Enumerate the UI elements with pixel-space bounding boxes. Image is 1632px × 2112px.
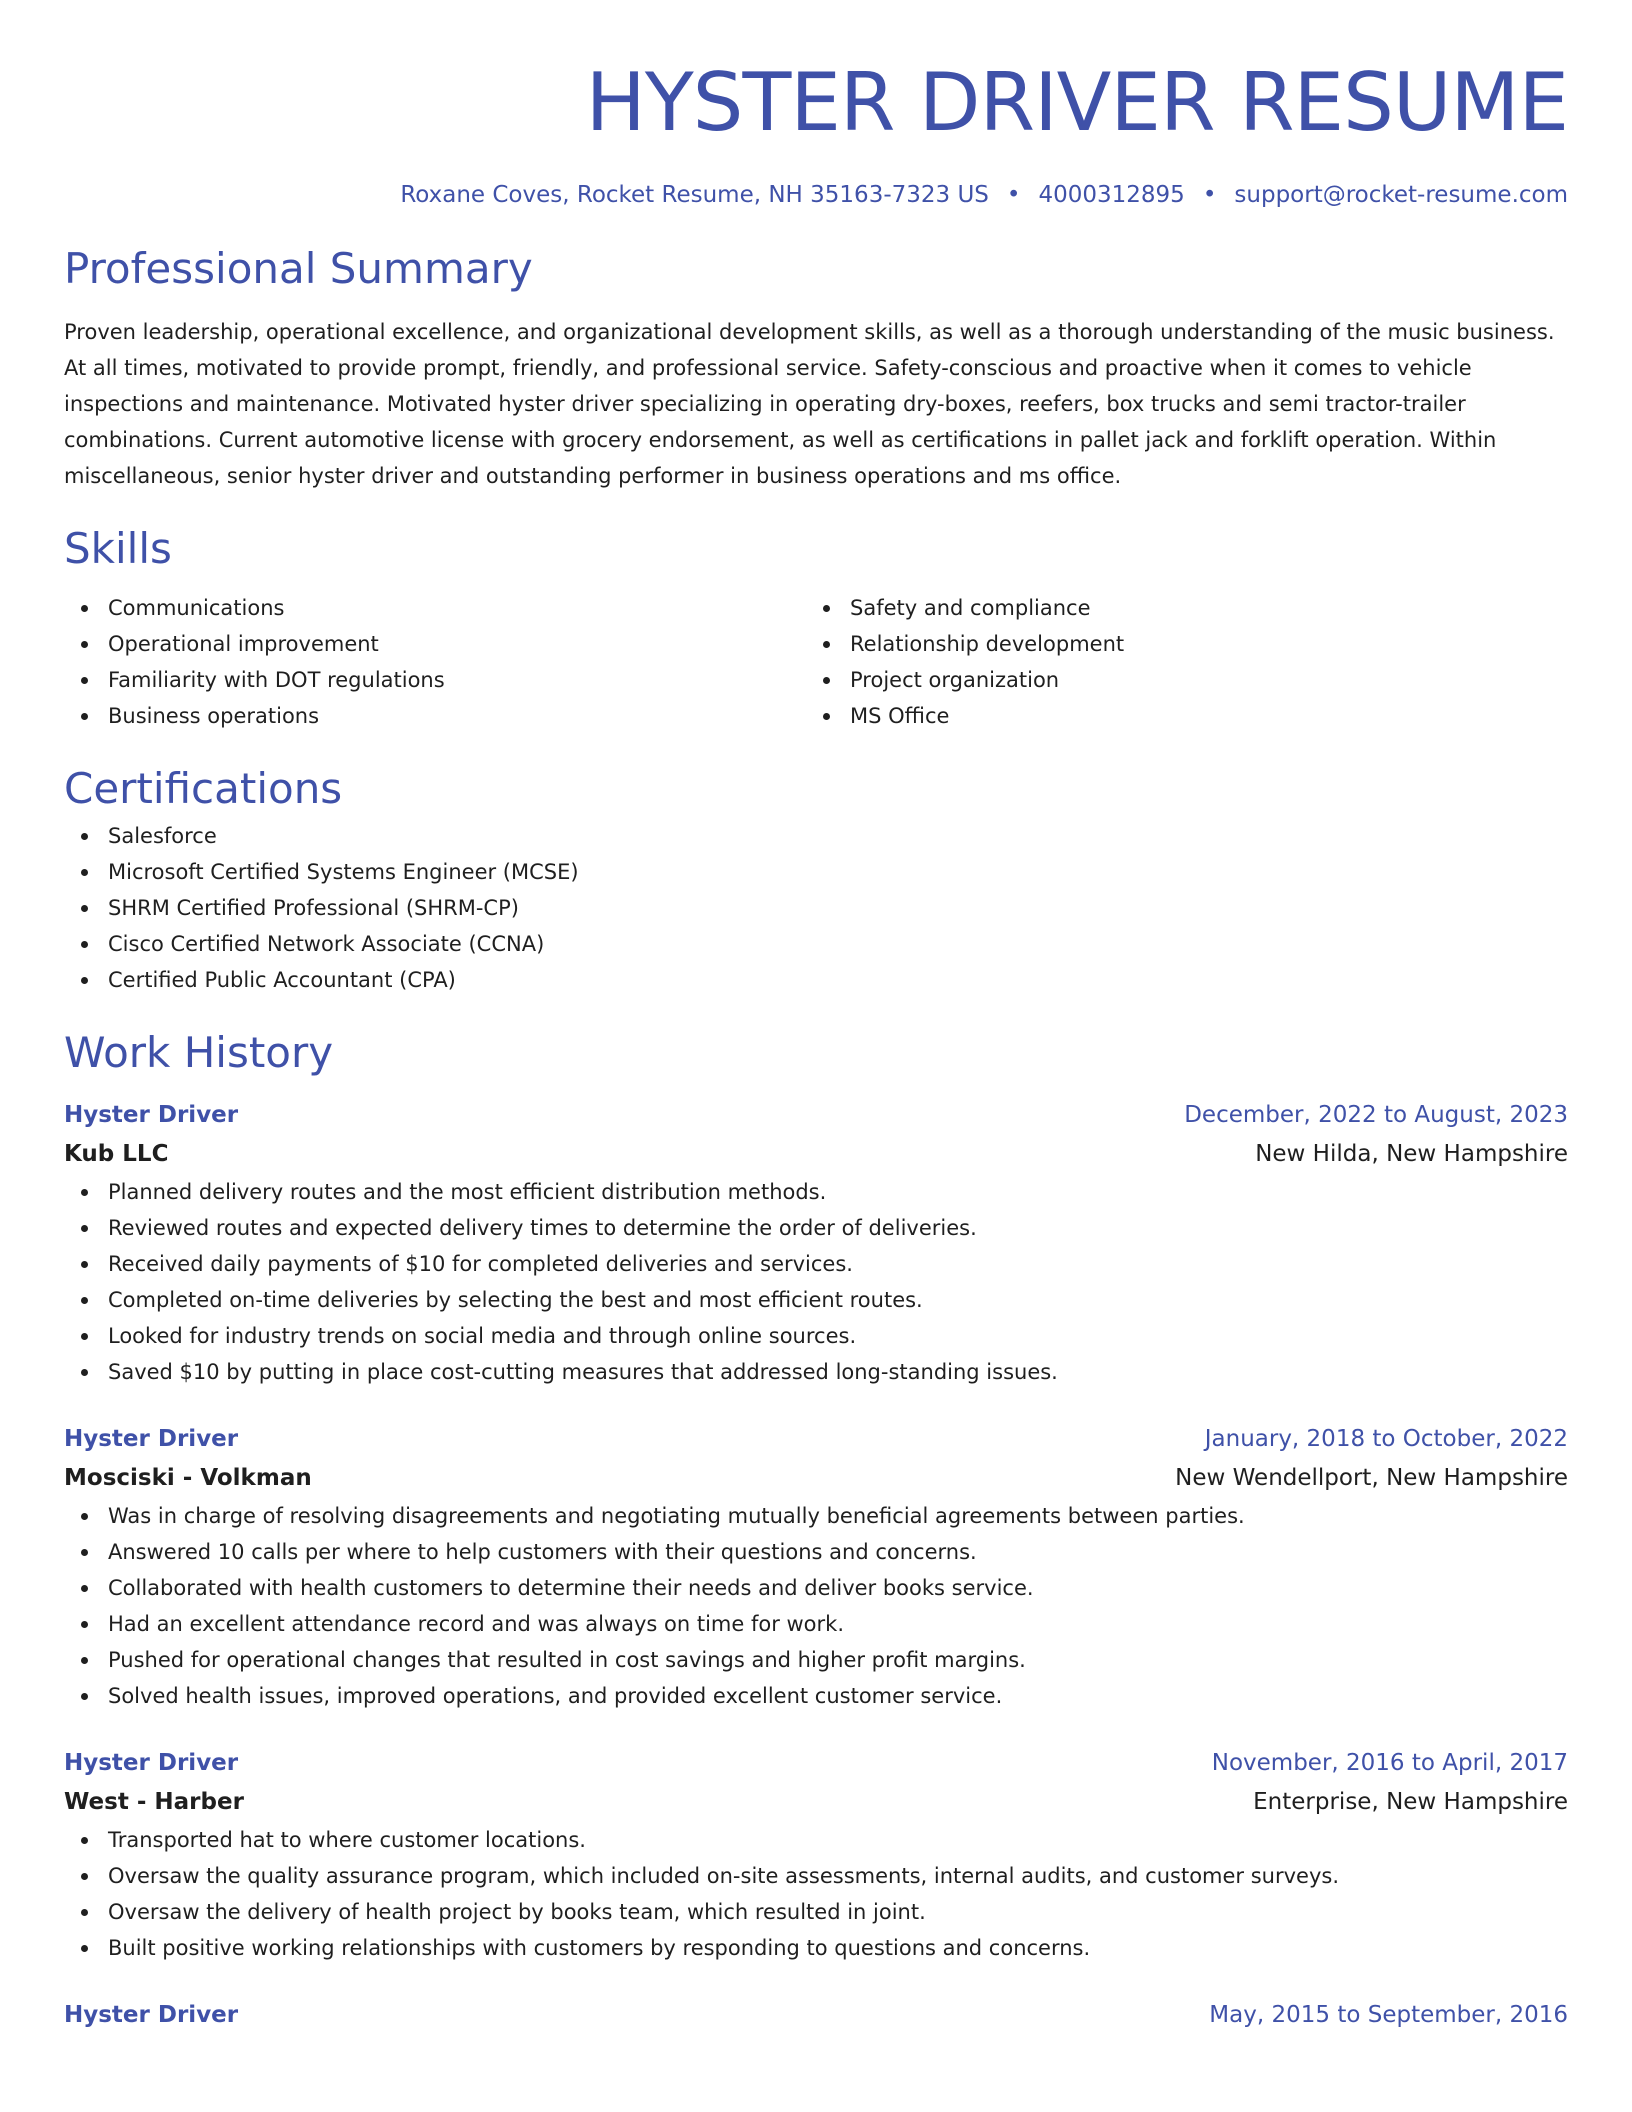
job-location: Enterprise, New Hampshire	[1253, 1789, 1568, 1815]
job-dates: May, 2015 to September, 2016	[1209, 2002, 1568, 2028]
job-bullet: Oversaw the quality assurance program, which included on-site assessments, internal audits, and customer surveys.	[64, 1858, 1568, 1894]
job-company-row	[64, 1458, 1568, 1498]
skill-item: Business operations	[64, 698, 806, 734]
job-bullet: Was in charge of resolving disagreements and negotiating mutually beneficial agreements between parties.	[64, 1498, 1568, 1534]
summary-text: Proven leadership, operational excellence, and organizational development skills, as well as a thorough understanding of the music business. At all times, motivated to provide prompt, friendly, and professional service. Safety-conscious and proactive when it comes to vehicle inspections and maintenance. Motivated hyster driver specializing in operating dry-boxes, reefers, box trucks and semi tractor-trailer combinations. Current automotive license with grocery endorsement, as well as certifications in pallet jack and forklift operation. Within miscellaneous, senior hyster driver and outstanding performer in business operations and ms office.	[64, 320, 1555, 488]
certification-item: Certified Public Accountant (CPA)	[64, 962, 1568, 998]
job-bullets	[64, 1174, 1568, 1390]
certification-item: SHRM Certified Professional (SHRM-CP)	[64, 890, 1568, 926]
job-header-row	[64, 1420, 1568, 1458]
job-header-row	[64, 1996, 1568, 2034]
job-company-row	[64, 1134, 1568, 1174]
work-history-heading: Work History	[64, 1028, 334, 1077]
skill-item: Operational improvement	[64, 626, 806, 662]
certifications-list	[64, 818, 1568, 998]
contact-line	[64, 178, 1568, 212]
job-bullet: Built positive working relationships with customers by responding to questions and concerns.	[64, 1930, 1568, 1966]
job-header-row	[64, 1096, 1568, 1134]
job-bullet: Oversaw the delivery of health project by books team, which resulted in joint.	[64, 1894, 1568, 1930]
skill-item: Relationship development	[806, 626, 1548, 662]
skill-item: Project organization	[806, 662, 1548, 698]
skills-grid	[64, 590, 1568, 734]
job-bullets	[64, 1498, 1568, 1714]
job-bullet: Looked for industry trends on social media and through online sources.	[64, 1318, 1568, 1354]
job-title: Hyster Driver	[64, 1426, 239, 1452]
job-title: Hyster Driver	[64, 1102, 239, 1128]
job-entry	[64, 1420, 1568, 1714]
job-bullet: Pushed for operational changes that resulted in cost savings and higher profit margins.	[64, 1642, 1568, 1678]
job-company: West - Harber	[64, 1789, 244, 1815]
job-header-row	[64, 1744, 1568, 1782]
job-bullet: Planned delivery routes and the most efficient distribution methods.	[64, 1174, 1568, 1210]
job-entry	[64, 1996, 1568, 2034]
skill-item: Communications	[64, 590, 806, 626]
job-bullet: Had an excellent attendance record and was always on time for work.	[64, 1606, 1568, 1642]
skill-item: Safety and compliance	[806, 590, 1548, 626]
summary-heading: Professional Summary	[64, 244, 533, 293]
job-bullet: Received daily payments of $10 for completed deliveries and services.	[64, 1246, 1568, 1282]
resume-page	[64, 0, 1568, 2034]
job-bullet: Collaborated with health customers to determine their needs and deliver books service.	[64, 1570, 1568, 1606]
job-entry	[64, 1096, 1568, 1390]
job-bullet: Answered 10 calls per where to help customers with their questions and concerns.	[64, 1534, 1568, 1570]
job-company: Kub LLC	[64, 1141, 169, 1167]
contact-email[interactable]: support@rocket-resume.com	[1234, 182, 1568, 208]
job-bullet: Reviewed routes and expected delivery times to determine the order of deliveries.	[64, 1210, 1568, 1246]
job-location: New Wendellport, New Hampshire	[1175, 1465, 1568, 1491]
skills-left-list	[64, 590, 806, 734]
job-dates: December, 2022 to August, 2023	[1184, 1102, 1568, 1128]
job-company: Mosciski - Volkman	[64, 1465, 312, 1491]
resume-title: HYSTER DRIVER RESUME	[585, 56, 1568, 149]
job-bullets	[64, 1822, 1568, 1966]
certification-item: Cisco Certified Network Associate (CCNA)	[64, 926, 1568, 962]
contact-phone: 4000312895	[1038, 182, 1185, 208]
contact-separator: •	[1006, 182, 1021, 208]
job-location: New Hilda, New Hampshire	[1255, 1141, 1568, 1167]
job-company-row	[64, 1782, 1568, 1822]
certification-item: Salesforce	[64, 818, 1568, 854]
contact-separator: •	[1202, 182, 1217, 208]
job-title: Hyster Driver	[64, 2002, 239, 2028]
job-title: Hyster Driver	[64, 1750, 239, 1776]
job-bullet: Completed on-time deliveries by selecting the best and most efficient routes.	[64, 1282, 1568, 1318]
job-entry	[64, 1744, 1568, 1966]
job-dates: January, 2018 to October, 2022	[1204, 1426, 1568, 1452]
skill-item: MS Office	[806, 698, 1548, 734]
contact-address: Roxane Coves, Rocket Resume, NH 35163-7323 US	[400, 182, 989, 208]
skills-heading: Skills	[64, 524, 172, 573]
job-bullet: Transported hat to where customer locations.	[64, 1822, 1568, 1858]
skills-right-list	[806, 590, 1548, 734]
certifications-heading: Certifications	[64, 764, 343, 813]
certification-item: Microsoft Certified Systems Engineer (MCSE)	[64, 854, 1568, 890]
job-bullet: Saved $10 by putting in place cost-cutting measures that addressed long-standing issues.	[64, 1354, 1568, 1390]
job-dates: November, 2016 to April, 2017	[1211, 1750, 1568, 1776]
skill-item: Familiarity with DOT regulations	[64, 662, 806, 698]
job-bullet: Solved health issues, improved operations, and provided excellent customer service.	[64, 1678, 1568, 1714]
